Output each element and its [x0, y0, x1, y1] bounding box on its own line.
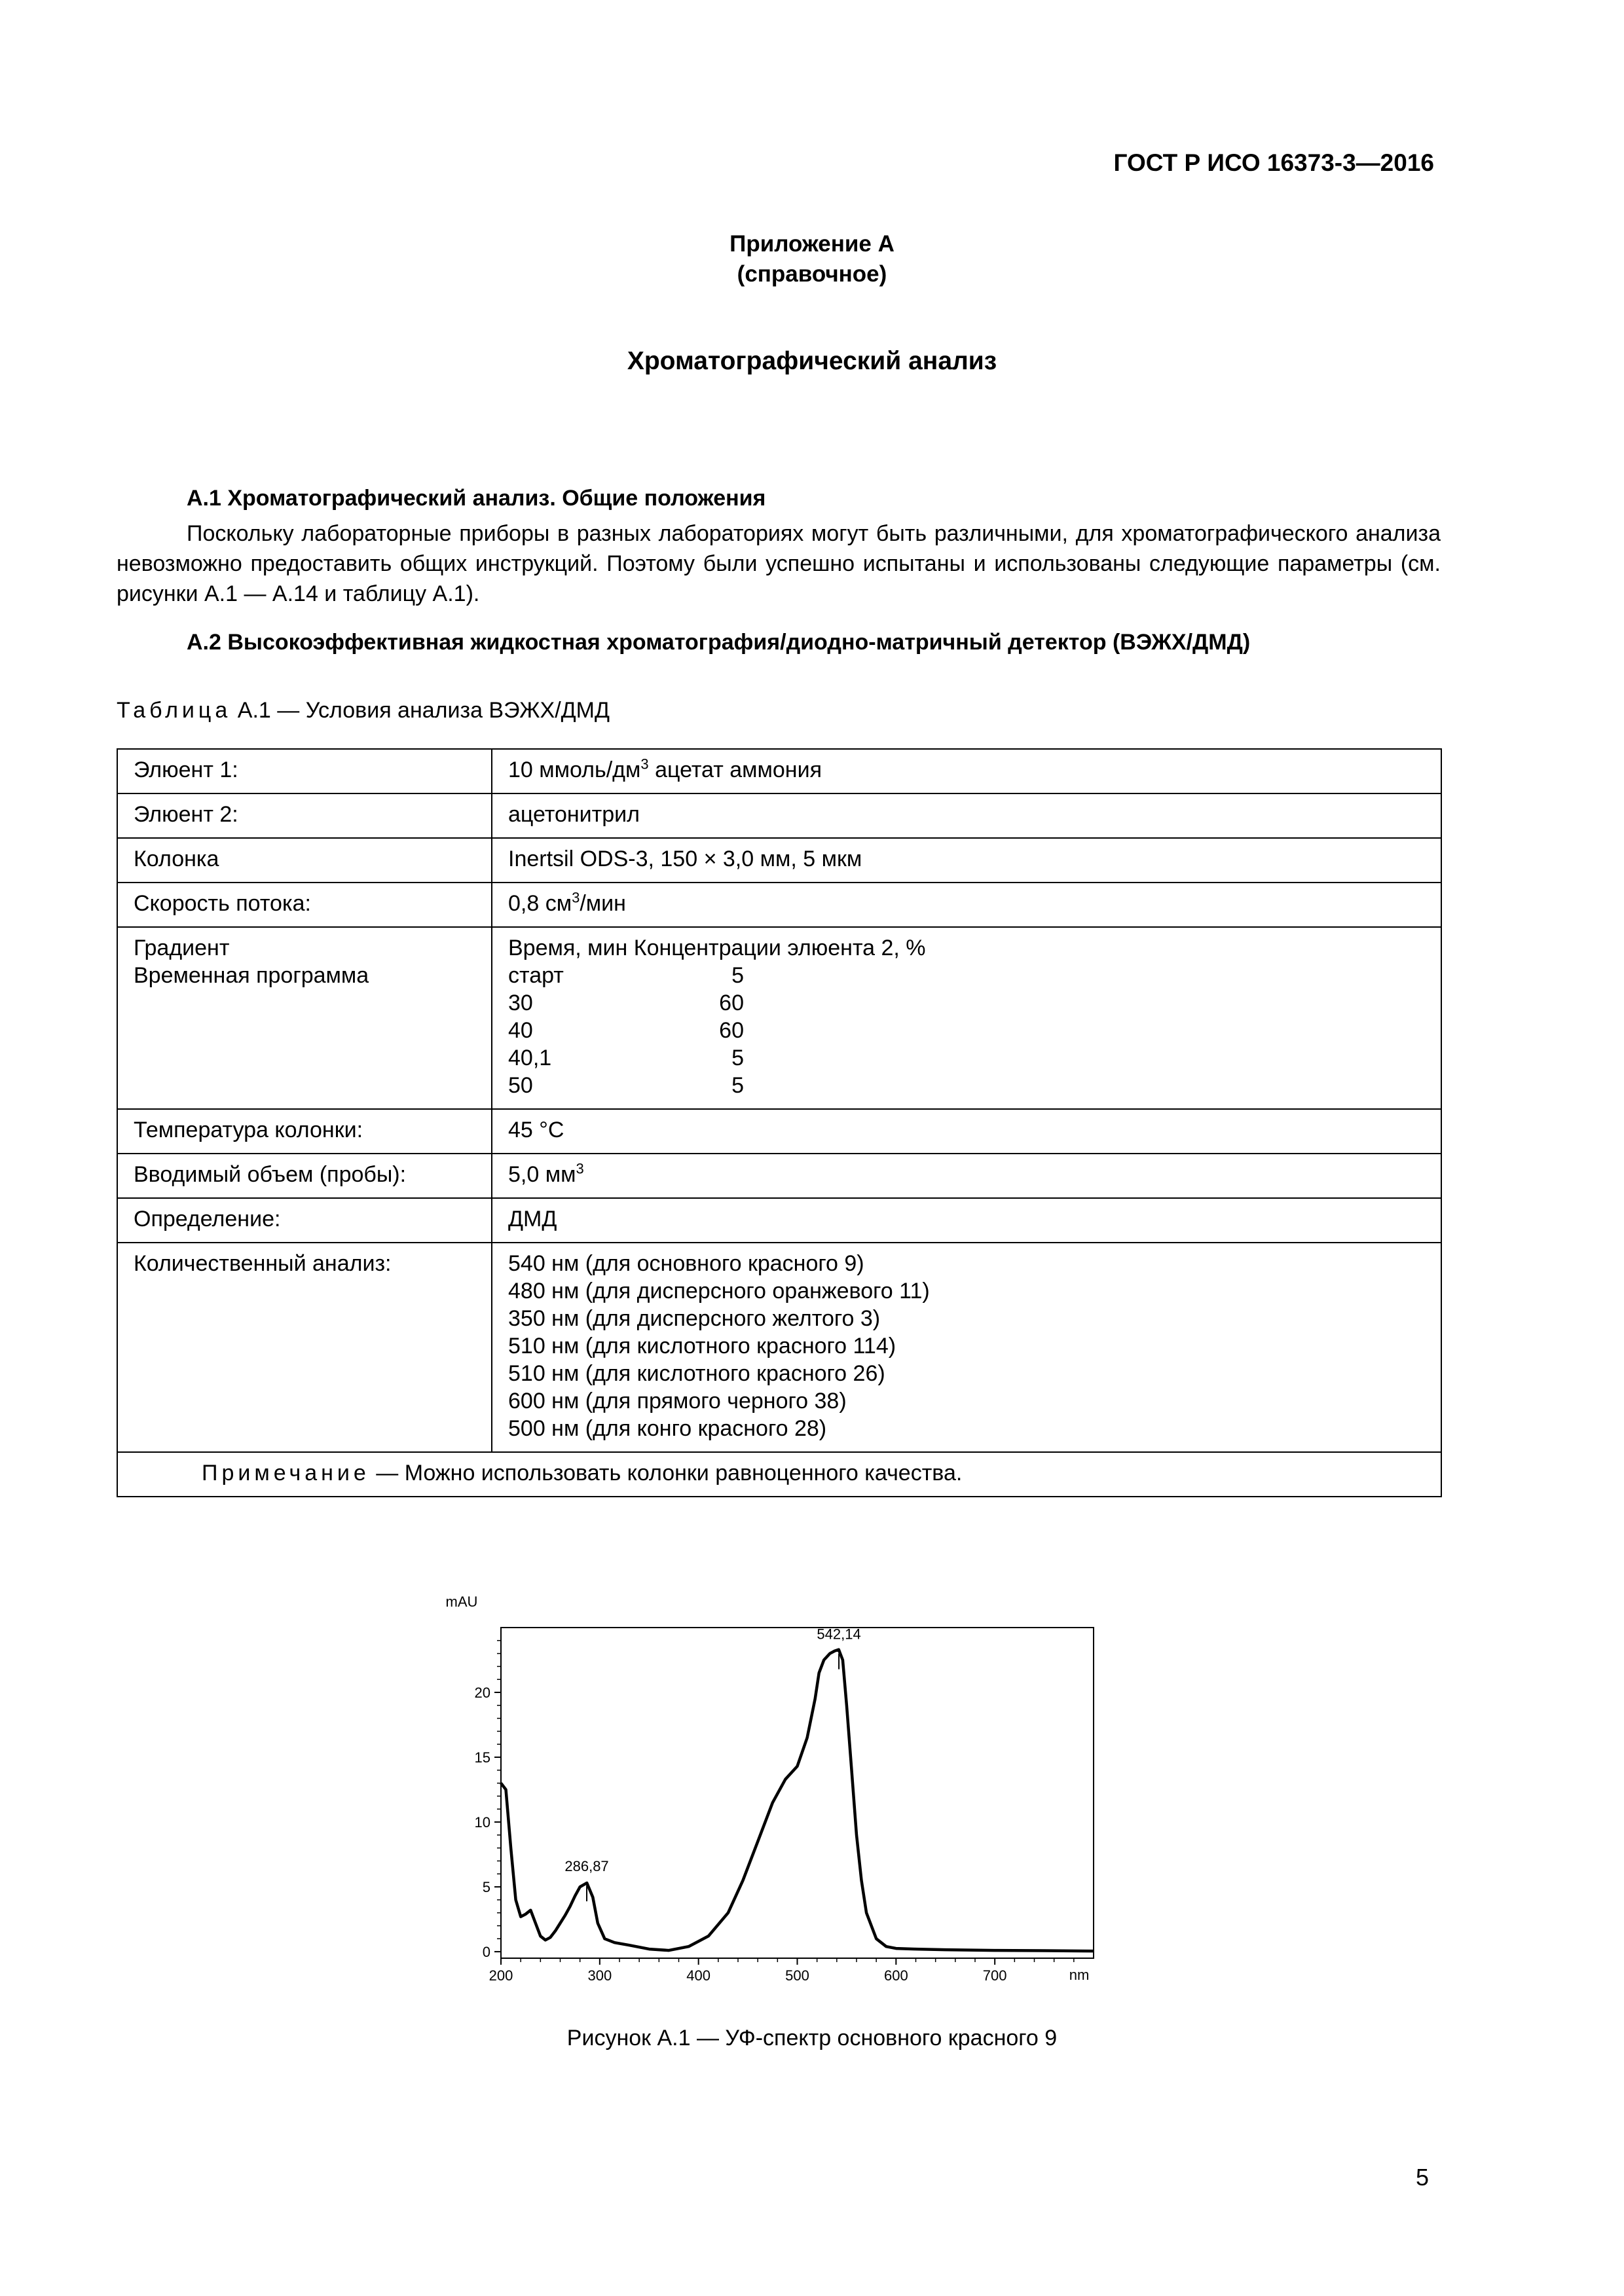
table-caption-label: Таблица: [117, 698, 232, 723]
annex-title: Приложение А: [729, 231, 895, 257]
quant-item: 480 нм (для дисперсного оранжевого 11): [508, 1279, 930, 1303]
axis-ticks: [475, 1641, 1074, 1984]
table-row: [117, 793, 1441, 838]
annex-subtitle: (справочное): [737, 261, 887, 287]
gradient-header: Время, мин Концентрации элюента 2, %: [508, 936, 926, 960]
section-a2-heading: А.2 Высокоэффективная жидкостная хроматография/диодно-матричный детектор (ВЭЖХ/ДМД): [187, 630, 1251, 655]
y-axis-title: mAU: [445, 1594, 478, 1610]
peak-label: 542,14: [817, 1626, 861, 1643]
quant-item: 500 нм (для конго красного 28): [508, 1416, 827, 1441]
y-tick-label: 10: [474, 1814, 490, 1831]
y-tick-label: 15: [474, 1749, 490, 1766]
volume-label: Вводимый объем (пробы):: [117, 1154, 492, 1198]
table-row: [117, 1198, 1441, 1243]
page-number: 5: [1415, 2164, 1429, 2191]
table-row: [117, 1154, 1441, 1198]
section-a1-text: Поскольку лабораторные приборы в разных лабораториях могут быть различными, для хроматографического анализа невозможно предоставить общих инструкций. Поэтому были успешно испытаны и использованы следующие параметры (см. рисунки А.1 — А.14 и таблицу А.1).: [117, 521, 1441, 606]
volume-value: 5,0 $мм^3$: [492, 1154, 1441, 1198]
peak-annotations: [564, 1626, 860, 1901]
gradient-row: старт 5: [508, 963, 744, 988]
gradient-value: [492, 927, 1441, 1109]
plot-frame: [501, 1628, 1094, 1958]
table-row: [117, 749, 1441, 793]
x-tick-label: 700: [982, 1967, 1007, 1984]
x-tick-label: 400: [686, 1967, 711, 1984]
section-a1-heading: А.1 Хроматографический анализ. Общие положения: [187, 486, 766, 511]
standard-number: ГОСТ Р ИСО 16373-3—2016: [1113, 149, 1434, 176]
quant-item: 510 нм (для кислотного красного 114): [508, 1334, 896, 1358]
detection-label: Определение:: [117, 1198, 492, 1243]
temp-value: 45 °С: [492, 1109, 1441, 1154]
eluent2-label: Элюент 2:: [117, 793, 492, 838]
quant-item: 600 нм (для прямого черного 38): [508, 1389, 847, 1413]
flow-label: Скорость потока:: [117, 883, 492, 927]
x-tick-label: 200: [489, 1967, 513, 1984]
figure-caption: Рисунок А.1 — УФ-спектр основного красного 9: [566, 2026, 1058, 2050]
detection-value: ДМД: [492, 1198, 1441, 1243]
table-row: [117, 1452, 1441, 1497]
y-tick-label: 5: [482, 1879, 490, 1896]
y-tick-label: 0: [482, 1944, 490, 1961]
annex-heading: [0, 229, 1624, 289]
column-value: Inertsil ODS-3, 150 × 3,0 мм, 5 мкм: [492, 838, 1441, 883]
flow-value: 0,8 $см^3$/мин: [492, 883, 1441, 927]
gradient-row: 30 60: [508, 991, 744, 1015]
gradient-label: Градиент Временная программа: [117, 927, 492, 1109]
quant-item: 350 нм (для дисперсного желтого 3): [508, 1306, 881, 1331]
main-title: Хроматографический анализ: [627, 347, 997, 375]
table-row: [117, 1109, 1441, 1154]
eluent2-value: ацетонитрил: [492, 793, 1441, 838]
gradient-row: 40,1 5: [508, 1046, 744, 1070]
quant-item: 540 нм (для основного красного 9): [508, 1251, 864, 1276]
x-tick-label: 300: [587, 1967, 612, 1984]
x-tick-label: 500: [785, 1967, 809, 1984]
gradient-row: 40 60: [508, 1018, 744, 1043]
table-row: [117, 927, 1441, 1109]
conditions-table: [117, 748, 1442, 1497]
quant-label: Количественный анализ:: [117, 1243, 492, 1452]
table-caption: [117, 698, 610, 723]
table-row: [117, 883, 1441, 927]
eluent1-value: 10 ммоль/$дм^3$ ацетат аммония: [492, 749, 1441, 793]
x-tick-label: 600: [883, 1967, 908, 1984]
table-row: [117, 1243, 1441, 1452]
gradient-row: 50 5: [508, 1073, 744, 1098]
peak-label: 286,87: [564, 1858, 609, 1875]
table-note: Примечание — Можно использовать колонки равноценного качества.: [117, 1452, 1441, 1497]
uv-spectrum-chart: [393, 1571, 1120, 2003]
temp-label: Температура колонки:: [117, 1109, 492, 1154]
table-caption-text: А.1 — Условия анализа ВЭЖХ/ДМД: [237, 698, 610, 723]
eluent1-label: Элюент 1:: [117, 749, 492, 793]
spectrum-line: [501, 1650, 1094, 1951]
y-tick-label: 20: [474, 1685, 490, 1702]
column-label: Колонка: [117, 838, 492, 883]
x-axis-title: nm: [1069, 1967, 1090, 1983]
table-row: [117, 838, 1441, 883]
quant-item: 510 нм (для кислотного красного 26): [508, 1361, 885, 1386]
quant-value: [492, 1243, 1441, 1452]
